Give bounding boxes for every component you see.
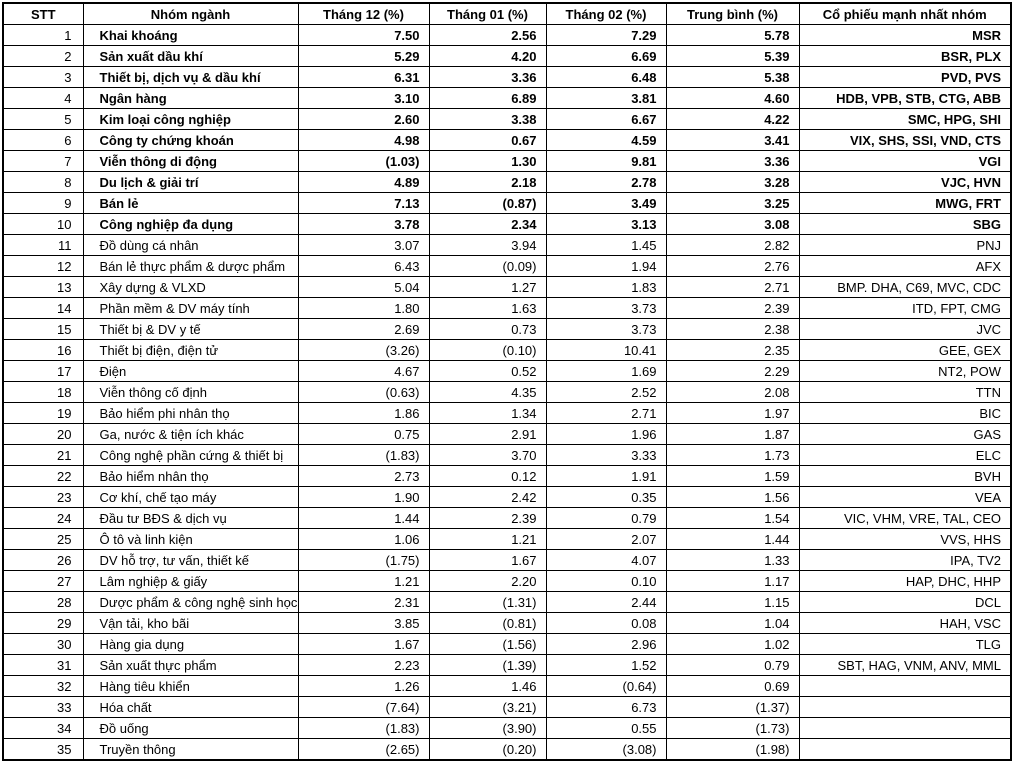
cell-sector-name: Ngân hàng [83,88,298,109]
cell-sector-name: Viễn thông di động [83,151,298,172]
cell-month12: 1.86 [298,403,429,424]
cell-month02: 2.52 [546,382,666,403]
cell-average: 5.39 [666,46,799,67]
cell-sector-name: Lâm nghiệp & giấy [83,571,298,592]
cell-average: 2.29 [666,361,799,382]
table-row [3,424,1011,445]
cell-month01: 1.27 [429,277,546,298]
cell-month12: 6.31 [298,67,429,88]
cell-average: 2.35 [666,340,799,361]
cell-average: 1.02 [666,634,799,655]
cell-month12: (1.83) [298,445,429,466]
table-row [3,172,1011,193]
cell-stt: 5 [3,109,83,130]
cell-top-stocks: MSR [799,25,1011,46]
cell-month12: (2.65) [298,739,429,761]
table-row [3,571,1011,592]
cell-stt: 17 [3,361,83,382]
cell-month12: (1.03) [298,151,429,172]
cell-month02: 1.83 [546,277,666,298]
cell-sector-name: Hàng gia dụng [83,634,298,655]
cell-month12: (0.63) [298,382,429,403]
cell-month02: 4.07 [546,550,666,571]
sector-performance-table [2,2,1012,761]
cell-stt: 11 [3,235,83,256]
cell-average: (1.98) [666,739,799,761]
cell-month02: 2.96 [546,634,666,655]
table-row [3,487,1011,508]
cell-month12: 1.67 [298,634,429,655]
cell-stt: 32 [3,676,83,697]
cell-top-stocks: SMC, HPG, SHI [799,109,1011,130]
cell-sector-name: Bán lẻ thực phẩm & dược phẩm [83,256,298,277]
cell-top-stocks: GEE, GEX [799,340,1011,361]
cell-top-stocks: VIX, SHS, SSI, VND, CTS [799,130,1011,151]
cell-average: 3.36 [666,151,799,172]
cell-month12: 4.89 [298,172,429,193]
cell-month02: 1.69 [546,361,666,382]
column-header-month01: Tháng 01 (%) [429,3,546,25]
table-row [3,340,1011,361]
cell-sector-name: Sản xuất dầu khí [83,46,298,67]
cell-month01: (0.10) [429,340,546,361]
cell-sector-name: Ga, nước & tiện ích khác [83,424,298,445]
cell-stt: 30 [3,634,83,655]
cell-average: 2.76 [666,256,799,277]
cell-month01: 0.52 [429,361,546,382]
cell-month12: 6.43 [298,256,429,277]
cell-stt: 28 [3,592,83,613]
cell-month01: 0.73 [429,319,546,340]
cell-average: 3.25 [666,193,799,214]
cell-month01: 0.12 [429,466,546,487]
cell-stt: 22 [3,466,83,487]
cell-month12: 2.73 [298,466,429,487]
cell-sector-name: Cơ khí, chế tạo máy [83,487,298,508]
cell-top-stocks: JVC [799,319,1011,340]
cell-month02: 10.41 [546,340,666,361]
cell-month01: (0.81) [429,613,546,634]
cell-stt: 1 [3,25,83,46]
cell-stt: 21 [3,445,83,466]
cell-average: (1.37) [666,697,799,718]
cell-month02: 3.81 [546,88,666,109]
cell-top-stocks: IPA, TV2 [799,550,1011,571]
cell-stt: 9 [3,193,83,214]
cell-stt: 14 [3,298,83,319]
table-row [3,277,1011,298]
cell-month02: 3.13 [546,214,666,235]
cell-sector-name: Công nghệ phần cứng & thiết bị [83,445,298,466]
table-row [3,361,1011,382]
cell-stt: 7 [3,151,83,172]
cell-sector-name: Truyền thông [83,739,298,761]
cell-month12: 3.85 [298,613,429,634]
cell-month02: 3.73 [546,319,666,340]
cell-month02: 3.49 [546,193,666,214]
cell-stt: 6 [3,130,83,151]
cell-stt: 8 [3,172,83,193]
cell-top-stocks: BMP. DHA, C69, MVC, CDC [799,277,1011,298]
cell-top-stocks: TLG [799,634,1011,655]
cell-average: 2.08 [666,382,799,403]
cell-average: 0.79 [666,655,799,676]
cell-month12: 2.60 [298,109,429,130]
cell-month12: 1.80 [298,298,429,319]
cell-average: 1.56 [666,487,799,508]
cell-month12: 2.31 [298,592,429,613]
cell-month01: 4.20 [429,46,546,67]
cell-stt: 31 [3,655,83,676]
cell-month12: 4.67 [298,361,429,382]
cell-sector-name: Kim loại công nghiệp [83,109,298,130]
cell-month02: 7.29 [546,25,666,46]
cell-top-stocks: HAH, VSC [799,613,1011,634]
cell-month01: 2.39 [429,508,546,529]
cell-month01: 2.34 [429,214,546,235]
cell-sector-name: Khai khoáng [83,25,298,46]
cell-month01: 2.42 [429,487,546,508]
cell-stt: 29 [3,613,83,634]
cell-top-stocks: PNJ [799,235,1011,256]
cell-top-stocks: VJC, HVN [799,172,1011,193]
cell-sector-name: Thiết bị & DV y tế [83,319,298,340]
cell-month02: 3.33 [546,445,666,466]
cell-stt: 25 [3,529,83,550]
cell-average: 1.17 [666,571,799,592]
cell-sector-name: Thiết bị, dịch vụ & dầu khí [83,67,298,88]
column-header-average: Trung bình (%) [666,3,799,25]
cell-average: 1.04 [666,613,799,634]
cell-month12: 3.78 [298,214,429,235]
cell-top-stocks: AFX [799,256,1011,277]
table-row [3,46,1011,67]
cell-stt: 33 [3,697,83,718]
cell-sector-name: Sản xuất thực phẩm [83,655,298,676]
cell-month12: 3.10 [298,88,429,109]
cell-stt: 13 [3,277,83,298]
cell-month02: 3.73 [546,298,666,319]
cell-top-stocks: PVD, PVS [799,67,1011,88]
table-row [3,697,1011,718]
cell-month01: 3.94 [429,235,546,256]
cell-month01: 6.89 [429,88,546,109]
cell-top-stocks: ELC [799,445,1011,466]
cell-top-stocks: MWG, FRT [799,193,1011,214]
cell-average: 1.15 [666,592,799,613]
cell-average: 1.54 [666,508,799,529]
cell-sector-name: Đồ uống [83,718,298,739]
cell-top-stocks: VGI [799,151,1011,172]
table-row [3,193,1011,214]
table-row [3,25,1011,46]
table-row [3,319,1011,340]
cell-average: 4.60 [666,88,799,109]
cell-month01: 0.67 [429,130,546,151]
cell-month02: 1.91 [546,466,666,487]
cell-month01: (1.39) [429,655,546,676]
cell-sector-name: Công ty chứng khoán [83,130,298,151]
table-row [3,403,1011,424]
cell-month01: 1.30 [429,151,546,172]
cell-month02: 9.81 [546,151,666,172]
cell-month01: 1.21 [429,529,546,550]
cell-month12: (7.64) [298,697,429,718]
table-body [3,25,1011,761]
cell-stt: 27 [3,571,83,592]
cell-month01: (3.90) [429,718,546,739]
table-row [3,214,1011,235]
cell-top-stocks: VIC, VHM, VRE, TAL, CEO [799,508,1011,529]
cell-month01: 3.36 [429,67,546,88]
cell-month01: (1.56) [429,634,546,655]
cell-month01: (0.09) [429,256,546,277]
cell-average: 1.87 [666,424,799,445]
table-row [3,67,1011,88]
cell-month12: 2.69 [298,319,429,340]
cell-sector-name: Ô tô và linh kiện [83,529,298,550]
cell-month01: 4.35 [429,382,546,403]
cell-sector-name: Viễn thông cố định [83,382,298,403]
cell-stt: 35 [3,739,83,761]
cell-average: 2.39 [666,298,799,319]
cell-sector-name: Bảo hiểm nhân thọ [83,466,298,487]
cell-month02: 6.73 [546,697,666,718]
cell-stt: 10 [3,214,83,235]
cell-month02: 2.44 [546,592,666,613]
cell-stt: 16 [3,340,83,361]
cell-average: 3.08 [666,214,799,235]
cell-month02: 0.35 [546,487,666,508]
cell-top-stocks [799,676,1011,697]
cell-month02: 2.78 [546,172,666,193]
cell-average: 1.59 [666,466,799,487]
cell-month02: 1.52 [546,655,666,676]
cell-top-stocks: NT2, POW [799,361,1011,382]
cell-top-stocks: DCL [799,592,1011,613]
cell-stt: 20 [3,424,83,445]
cell-month02: (3.08) [546,739,666,761]
cell-stt: 19 [3,403,83,424]
cell-month02: 0.55 [546,718,666,739]
cell-top-stocks: HAP, DHC, HHP [799,571,1011,592]
cell-top-stocks: SBG [799,214,1011,235]
cell-month12: 7.50 [298,25,429,46]
cell-month12: 3.07 [298,235,429,256]
cell-month02: 6.69 [546,46,666,67]
cell-average: 2.71 [666,277,799,298]
column-header-top-stocks: Cổ phiếu mạnh nhất nhóm [799,3,1011,25]
table-row [3,88,1011,109]
cell-stt: 18 [3,382,83,403]
cell-month12: (3.26) [298,340,429,361]
cell-average: 1.44 [666,529,799,550]
table-row [3,130,1011,151]
cell-month02: 6.67 [546,109,666,130]
cell-month12: (1.75) [298,550,429,571]
cell-sector-name: Thiết bị điện, điện tử [83,340,298,361]
cell-sector-name: Đầu tư BĐS & dịch vụ [83,508,298,529]
cell-month01: (1.31) [429,592,546,613]
cell-top-stocks [799,739,1011,761]
cell-sector-name: Điện [83,361,298,382]
cell-top-stocks: TTN [799,382,1011,403]
cell-average: 5.78 [666,25,799,46]
table-row [3,613,1011,634]
cell-month01: 2.56 [429,25,546,46]
table-row [3,655,1011,676]
cell-month02: 2.07 [546,529,666,550]
cell-top-stocks: BVH [799,466,1011,487]
cell-sector-name: Xây dựng & VLXD [83,277,298,298]
table-row [3,739,1011,761]
cell-average: 3.28 [666,172,799,193]
cell-stt: 24 [3,508,83,529]
cell-sector-name: Du lịch & giải trí [83,172,298,193]
table-header [3,3,1011,25]
cell-average: 0.69 [666,676,799,697]
cell-sector-name: Đồ dùng cá nhân [83,235,298,256]
cell-average: 2.82 [666,235,799,256]
table-row [3,529,1011,550]
cell-average: 4.22 [666,109,799,130]
cell-average: 1.97 [666,403,799,424]
cell-average: 1.73 [666,445,799,466]
cell-month01: (0.87) [429,193,546,214]
cell-month01: 1.46 [429,676,546,697]
cell-sector-name: Hàng tiêu khiển [83,676,298,697]
cell-month01: 1.63 [429,298,546,319]
cell-month02: (0.64) [546,676,666,697]
cell-month01: 2.18 [429,172,546,193]
cell-month12: 1.44 [298,508,429,529]
table-row [3,508,1011,529]
table-row [3,676,1011,697]
cell-month02: 6.48 [546,67,666,88]
table-row [3,151,1011,172]
cell-month12: 5.04 [298,277,429,298]
cell-month02: 1.96 [546,424,666,445]
column-header-stt: STT [3,3,83,25]
cell-sector-name: Phần mềm & DV máy tính [83,298,298,319]
cell-month12: 2.23 [298,655,429,676]
table-row [3,298,1011,319]
column-header-sector: Nhóm ngành [83,3,298,25]
cell-sector-name: Hóa chất [83,697,298,718]
table-row [3,256,1011,277]
cell-month02: 0.10 [546,571,666,592]
cell-stt: 4 [3,88,83,109]
cell-top-stocks [799,697,1011,718]
cell-month02: 4.59 [546,130,666,151]
cell-stt: 15 [3,319,83,340]
cell-stt: 12 [3,256,83,277]
cell-sector-name: Bảo hiểm phi nhân thọ [83,403,298,424]
cell-sector-name: Công nghiệp đa dụng [83,214,298,235]
cell-sector-name: Vận tải, kho bãi [83,613,298,634]
cell-month02: 1.94 [546,256,666,277]
cell-month02: 2.71 [546,403,666,424]
cell-month02: 0.79 [546,508,666,529]
cell-top-stocks: BSR, PLX [799,46,1011,67]
cell-sector-name: DV hỗ trợ, tư vấn, thiết kế [83,550,298,571]
cell-month01: (0.20) [429,739,546,761]
cell-top-stocks: GAS [799,424,1011,445]
cell-month12: 1.26 [298,676,429,697]
table-row [3,718,1011,739]
cell-month12: 1.06 [298,529,429,550]
header-row [3,3,1011,25]
cell-top-stocks: VVS, HHS [799,529,1011,550]
table-row [3,109,1011,130]
table-row [3,235,1011,256]
cell-month12: 1.21 [298,571,429,592]
cell-top-stocks: SBT, HAG, VNM, ANV, MML [799,655,1011,676]
cell-month01: 1.34 [429,403,546,424]
cell-stt: 2 [3,46,83,67]
cell-average: 1.33 [666,550,799,571]
cell-month01: (3.21) [429,697,546,718]
table-row [3,445,1011,466]
cell-month02: 1.45 [546,235,666,256]
cell-month12: 4.98 [298,130,429,151]
cell-month01: 1.67 [429,550,546,571]
table-row [3,550,1011,571]
table-row [3,592,1011,613]
table-row [3,634,1011,655]
cell-month01: 3.70 [429,445,546,466]
cell-top-stocks: VEA [799,487,1011,508]
cell-month01: 3.38 [429,109,546,130]
cell-month02: 0.08 [546,613,666,634]
cell-average: 3.41 [666,130,799,151]
table-row [3,382,1011,403]
cell-stt: 34 [3,718,83,739]
cell-stt: 23 [3,487,83,508]
table-row [3,466,1011,487]
cell-month12: (1.83) [298,718,429,739]
cell-sector-name: Dược phẩm & công nghệ sinh học [83,592,298,613]
cell-month12: 7.13 [298,193,429,214]
cell-top-stocks: HDB, VPB, STB, CTG, ABB [799,88,1011,109]
column-header-month12: Tháng 12 (%) [298,3,429,25]
cell-stt: 3 [3,67,83,88]
cell-month12: 5.29 [298,46,429,67]
cell-average: (1.73) [666,718,799,739]
cell-average: 2.38 [666,319,799,340]
cell-month01: 2.20 [429,571,546,592]
cell-month12: 0.75 [298,424,429,445]
cell-sector-name: Bán lẻ [83,193,298,214]
cell-month12: 1.90 [298,487,429,508]
cell-average: 5.38 [666,67,799,88]
cell-top-stocks: ITD, FPT, CMG [799,298,1011,319]
cell-month01: 2.91 [429,424,546,445]
cell-top-stocks [799,718,1011,739]
cell-stt: 26 [3,550,83,571]
column-header-month02: Tháng 02 (%) [546,3,666,25]
cell-top-stocks: BIC [799,403,1011,424]
